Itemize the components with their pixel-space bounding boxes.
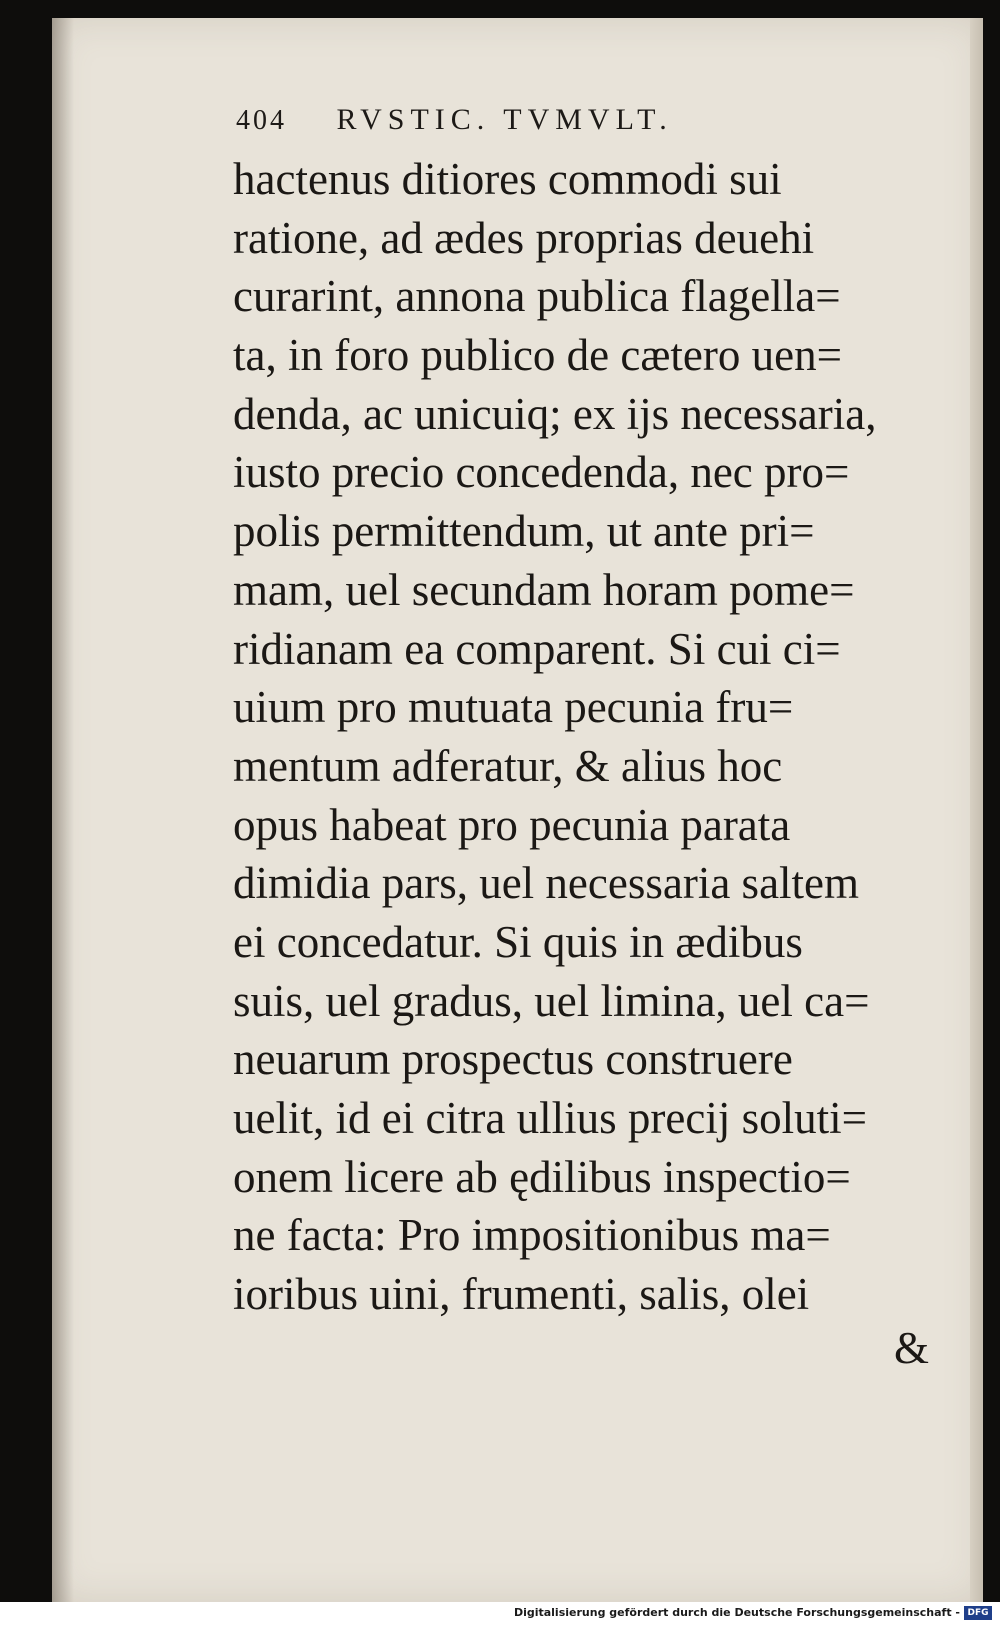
funding-notice: Digitalisierung gefördert durch die Deutsche Forschungsgemeinschaft - (513, 1606, 960, 1619)
text-line: ei concedatur. Si quis in ædibus (233, 916, 803, 967)
text-line: neuarum prospectus construere (233, 1034, 793, 1085)
running-title: RVSTIC. TVMVLT. (336, 103, 673, 136)
text-line: mentum adferatur, & alius hoc (233, 740, 783, 791)
text-line: onem licere ab ędilibus inspectio= (233, 1151, 851, 1202)
text-line: ratione, ad ædes proprias deuehi (233, 212, 815, 263)
text-line: uelit, id ei citra ullius precij soluti= (233, 1093, 867, 1143)
text-line: ne facta: Pro impositionibus ma= (233, 1210, 831, 1261)
digitization-footer (0, 1602, 1000, 1625)
text-line: ridianam ea comparent. Si cui ci= (233, 623, 841, 674)
spine-shadow (52, 18, 74, 1602)
text-line: polis permittendum, ut ante pri= (233, 506, 815, 557)
running-head (236, 103, 896, 143)
text-line: uium pro mutuata pecunia fru= (233, 682, 794, 733)
text-line: dimidia pars, uel necessaria saltem (233, 858, 860, 909)
text-line: hactenus ditiores commodi sui (233, 154, 782, 204)
text-line: mam, uel secundam horam pome= (233, 564, 855, 615)
catchword: & (894, 1323, 930, 1373)
text-line: ioribus uini, frumenti, salis, olei (233, 1269, 810, 1320)
text-line: ta, in foro publico de cætero uen= (233, 330, 842, 381)
dfg-logo: DFG (964, 1606, 992, 1620)
page-number: 404 (236, 105, 287, 136)
text-line: suis, uel gradus, uel limina, uel ca= (233, 975, 870, 1026)
text-line: opus habeat pro pecunia parata (233, 799, 791, 850)
text-line: curarint, annona publica flagella= (233, 271, 841, 322)
text-line: iusto precio concedenda, nec pro= (233, 447, 850, 498)
body-text (233, 150, 973, 1324)
text-line: denda, ac unicuiq; ex ijs necessaria, (233, 388, 877, 439)
